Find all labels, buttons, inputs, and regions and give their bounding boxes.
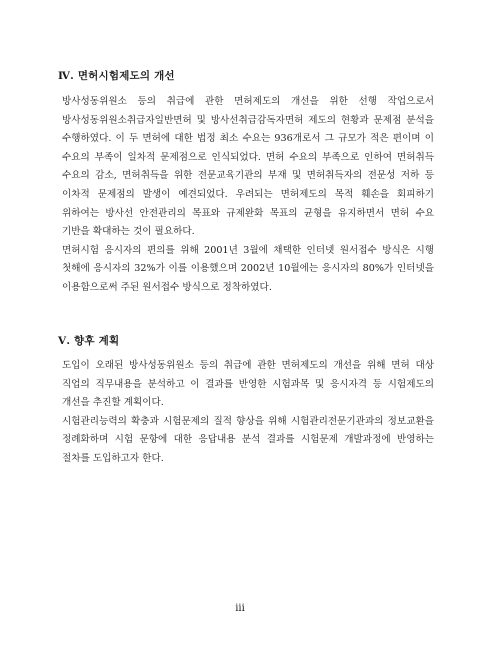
section-4-paragraph-1: 방사성동위원소 등의 취급에 관한 면허제도의 개선을 위한 선행 작업으로서 방사성동위원소취급자일반면허 및 방사선취급감독자면허 제도의 현황과 문제점 분석을 수행하였다. 이 두 면허에 대한 법정 최소 수요는 936개로서 그 규모가 적은 편이며 이 수요의 부족이 일차적 문제점으로 인식되었다. 면허 수요의 부족으로 인하여 면허취득 수요의 감소, 면허취득을 위한 전문교육기관의 부재 및 면허취득자의 전문성 저하 등 이차적 문제점의 발생이 예견되었다. 우려되는 면허제도의 목적 훼손을 회피하기 위하여는 방사선 안전관리의 목표와 규제완화 목표의 균형을 유지하면서 면허 수요 기반을 확대하는 것이 필요하다. xyxy=(62,96,434,238)
section-4-body xyxy=(62,93,434,298)
section-5-body xyxy=(62,357,434,469)
page-number: iii xyxy=(235,603,245,614)
section-5-heading: Ⅴ. 향후 계획 xyxy=(58,335,120,347)
section-4-heading: Ⅳ. 면허시험제도의 개선 xyxy=(58,70,175,82)
section-4-paragraph-2: 면허시험 응시자의 편의를 위해 2001년 3월에 채택한 인터넷 원서접수 방식은 시행 첫해에 응시자의 32%가 이를 이용했으며 2002년 10월에는 응시자의 80%가 인터넷을 이용함으로써 주된 원서접수 방식으로 정착하였다. xyxy=(62,244,434,293)
section-5-paragraph-1: 도입이 오래된 방사성동위원소 등의 취급에 관한 면허제도의 개선을 위해 면허 대상 직업의 직무내용을 분석하고 이 결과를 반영한 시험과목 및 응시자격 등 시험제도의 개선을 추진할 계획이다. xyxy=(62,360,434,409)
section-5-paragraph-2: 시험관리능력의 확충과 시험문제의 질적 향상을 위해 시험관리전문기관과의 정보교환을 정례화하며 시험 문항에 대한 응답내용 분석 결과를 시험문제 개발과정에 반영하는 절차를 도입하고자 한다. xyxy=(62,415,434,464)
